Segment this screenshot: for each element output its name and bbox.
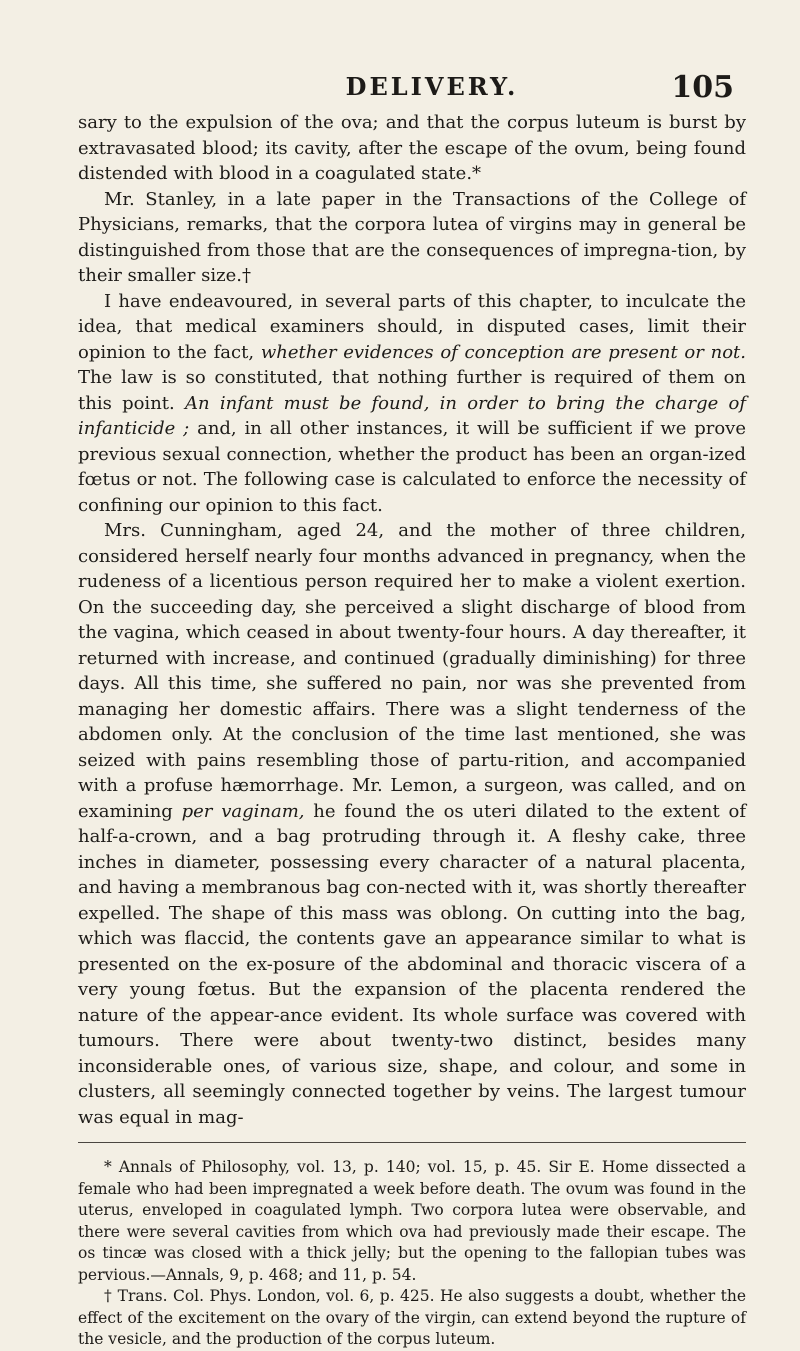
running-head	[78, 70, 746, 104]
paragraph	[78, 518, 746, 1130]
italic-text: An infant must be found, in order to bring the charge of infanticide ;	[78, 392, 746, 439]
text-run: I have endeavoured, in several parts of this chapter, to inculcate the idea, that medical examiners should, in disputed cases, limit their opinion to the fact,	[78, 290, 746, 363]
italic-text: whether evidences of conception are present or not.	[260, 341, 746, 363]
paragraph: sary to the expulsion of the ova; and that the corpus luteum is burst by extravasated blood; its cavity, after the escape of the ovum, being found distended with blood in a coagulated state.*	[78, 112, 746, 184]
body-text	[78, 110, 746, 1130]
paragraph	[78, 289, 746, 519]
paragraph: Mr. Stanley, in a late paper in the Transactions of the College of Physicians, remarks, that the corpora lutea of virgins may in general be distinguished from those that are the consequences of impregna-tion, by their smaller size.†	[78, 188, 746, 286]
footnote-divider	[78, 1142, 746, 1143]
text-run: and, in all other instances, it will be sufficient if we prove previous sexual connection, whether the product has been an organ-ized fœtus or not. The following case is calculated to enforce the necessity of confining our opinion to this fact.	[78, 418, 746, 516]
footnote: † Trans. Col. Phys. London, vol. 6, p. 425. He also suggests a doubt, whether the effect of the excitement on the ovary of the virgin, can extend beyond the rupture of the vesicle, and the production of the corpus luteum.	[78, 1287, 746, 1348]
text-run: The law is so constituted, that nothing further is required of them on this point.	[78, 367, 746, 414]
chapter-title: DELIVERY.	[345, 72, 519, 101]
page-number: 105	[671, 70, 734, 105]
text-run: Mrs. Cunningham, aged 24, and the mother of three children, considered herself nearly four months advanced in pregnancy, when the rudeness of a licentious person required her to make a violent exertion. On the succeeding day, she perceived a slight discharge of blood from the vagina, which ceased in about twenty-four hours. A day thereafter, it returned with increase, and continued (gradually diminishing) for three days. All this time, she suffered no pain, nor was she prevented from managing her domestic affairs. There was a slight tenderness of the abdomen only. At the conclusion of the time last mentioned, she was seized with pains resembling those of partu-rition, and accompanied with a profuse hæmorrhage. Mr. Lemon, a surgeon, was called, and on examining	[78, 520, 746, 822]
text-run: he found the os uteri dilated to the extent of half-a-crown, and a bag protruding through it. A fleshy cake, three inches in diameter, possessing every character of a natural placenta, and having a membranous bag con-nected with it, was shortly thereafter expelled. The shape of this mass was oblong. On cutting into the bag, which was flaccid, the contents gave an appearance similar to what is presented on the ex-posure of the abdominal and thoracic viscera of a very young fœtus. But the expansion of the placenta rendered the nature of the appear-ance evident. Its whole surface was covered with tumours. There were about twenty-two distinct, besides many inconsiderable ones, of various size, shape, and colour, and some in clusters, all seemingly connected together by veins. The largest tumour was equal in mag-	[78, 800, 747, 1128]
footnote: * Annals of Philosophy, vol. 13, p. 140; vol. 15, p. 45. Sir E. Home dissected a female who had been impregnated a week before death. The ovum was found in the uterus, enveloped in coagulated lymph. Two corpora lutea were observable, and there were several cavities from which ova had previously made their escape. The os tincæ was closed with a thick jelly; but the opening to the fallopian tubes was pervious.—Annals, 9, p. 468; and 11, p. 54.	[78, 1158, 746, 1284]
italic-text: per vaginam,	[181, 800, 305, 822]
footnotes	[78, 1157, 746, 1351]
book-page	[78, 70, 746, 1351]
